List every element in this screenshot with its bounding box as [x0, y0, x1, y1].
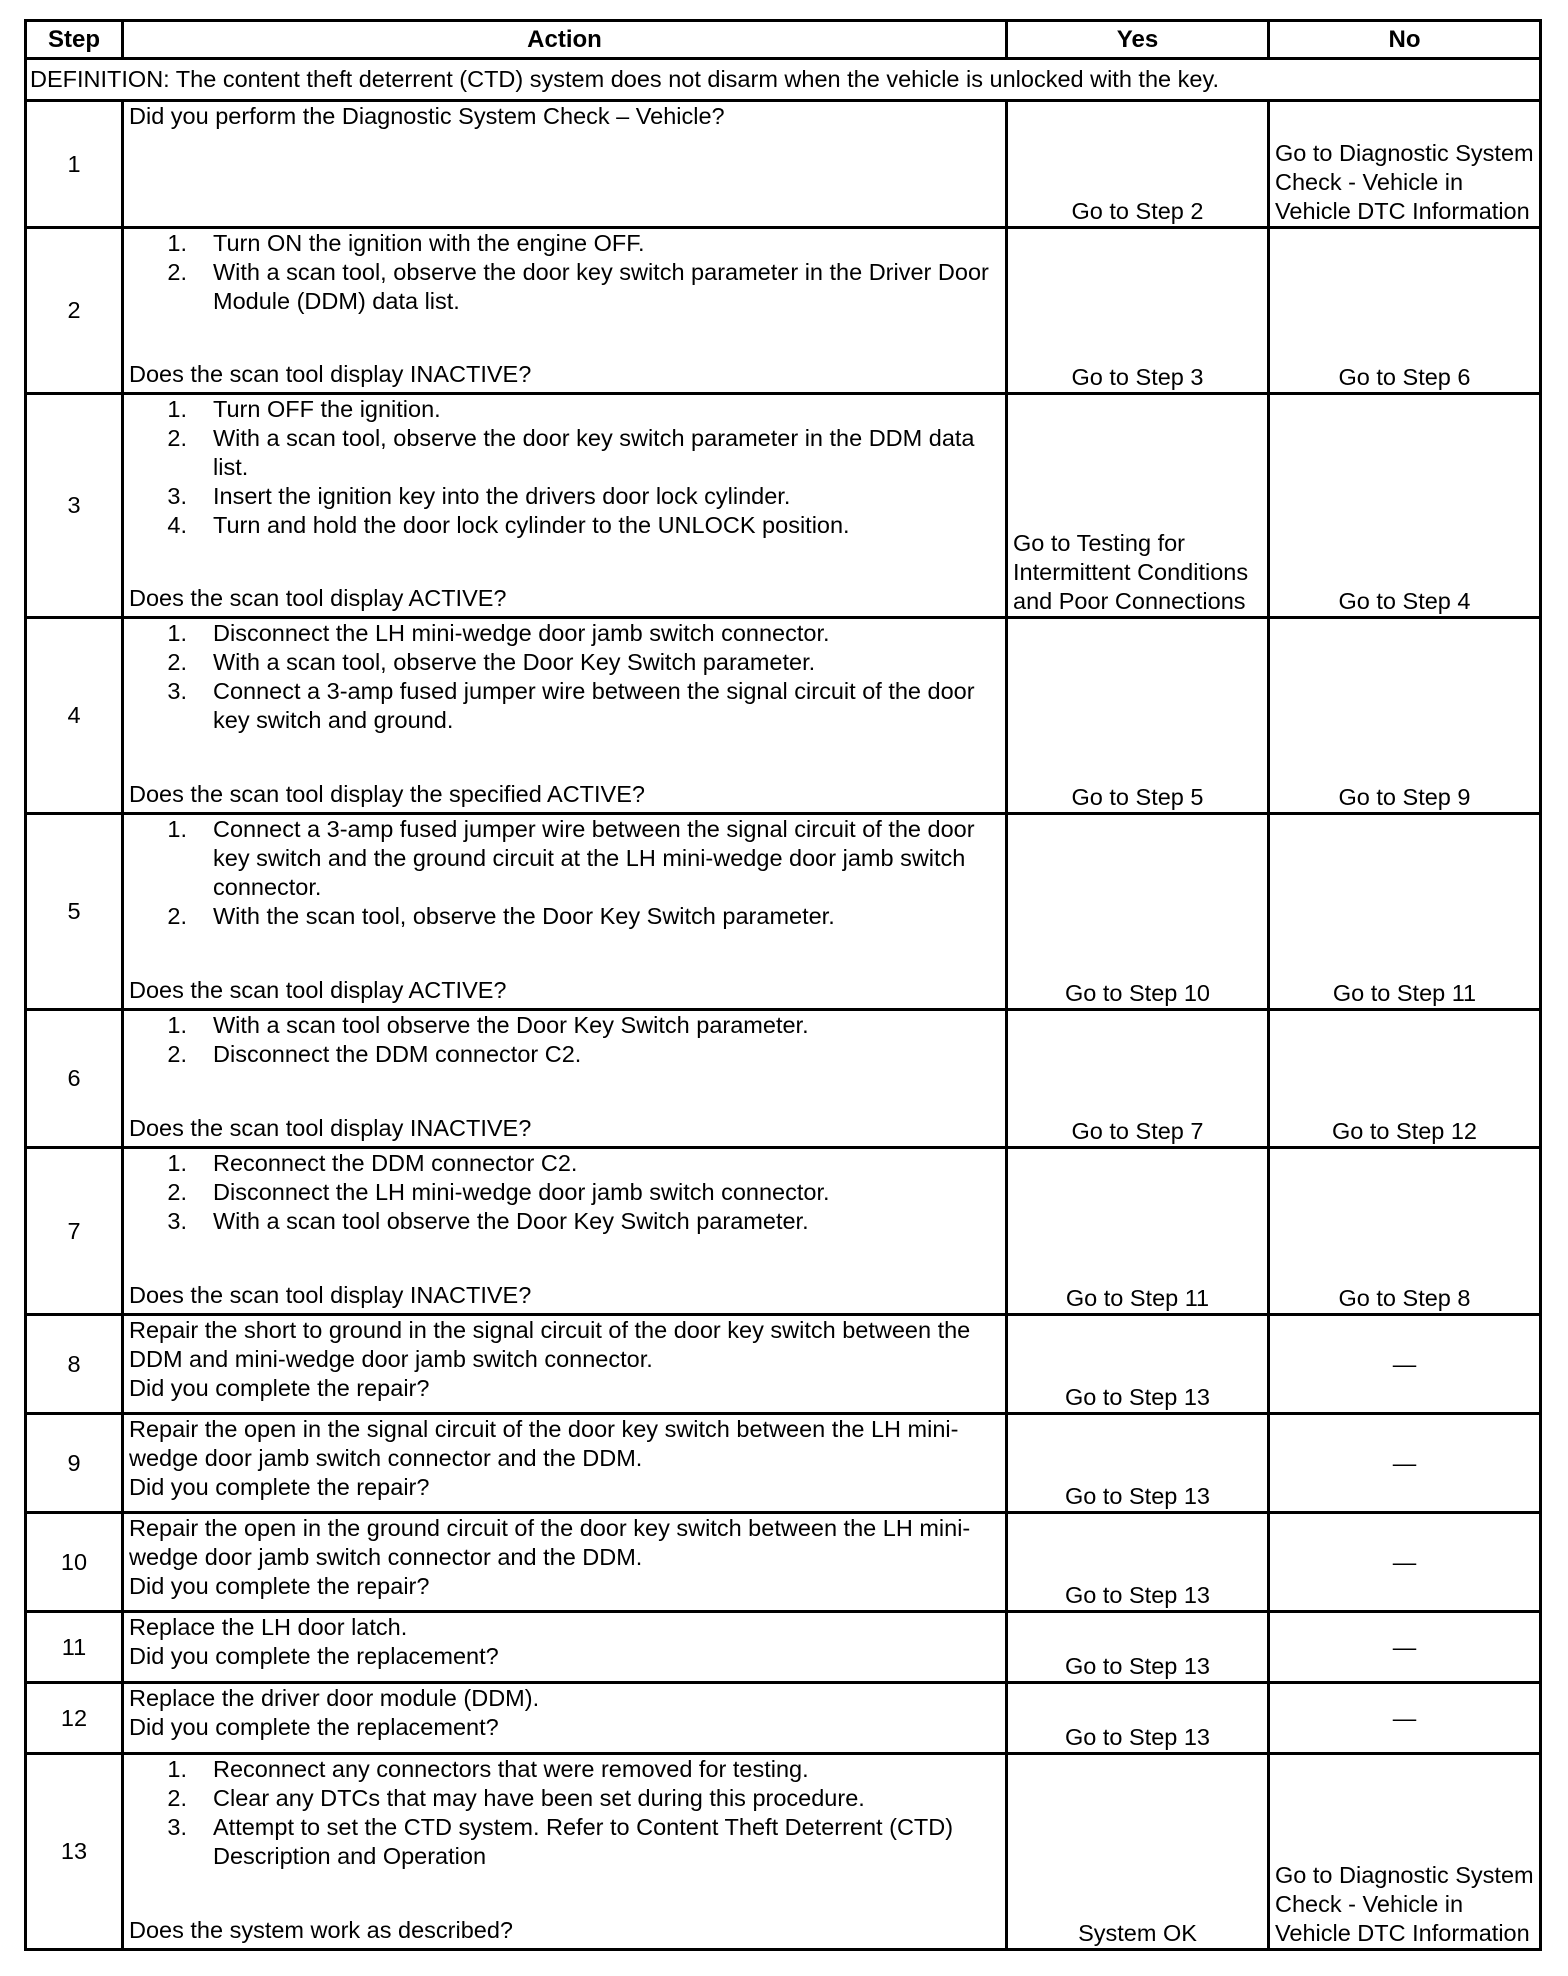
yes-cell — [1007, 228, 1269, 394]
yes-text: Go to Step 13 — [1064, 1582, 1211, 1608]
header-action: Action — [123, 21, 1007, 59]
action-question: Did you complete the repair? — [129, 1474, 430, 1500]
no-cell — [1269, 228, 1541, 394]
table-row — [26, 228, 1541, 394]
action-cell — [123, 1010, 1007, 1148]
yes-text: Go to Step 7 — [1071, 1118, 1204, 1144]
diagnostic-table — [24, 19, 1542, 1951]
no-text: — — [1392, 1704, 1417, 1731]
action-question: Does the scan tool display the specified ACTIVE? — [129, 781, 645, 807]
action-text: Repair the open in the signal circuit of the door key switch between the LH mini-wedge door jamb switch connector and the DDM. — [129, 1416, 959, 1471]
list-item-number: 4. — [167, 512, 187, 538]
action-cell — [123, 1612, 1007, 1683]
list-item — [129, 1149, 1000, 1178]
list-item — [129, 258, 1000, 316]
step-number: 4 — [26, 618, 123, 814]
table-row — [26, 394, 1541, 618]
yes-cell — [1007, 1315, 1269, 1414]
list-item — [129, 815, 1000, 902]
list-item-text: Turn ON the ignition with the engine OFF. — [213, 230, 645, 256]
list-item-text: With a scan tool, observe the door key switch parameter in the Driver Door Module (DDM) data list. — [213, 259, 989, 314]
list-item-number: 3. — [167, 678, 187, 704]
yes-cell — [1007, 101, 1269, 228]
definition-row — [26, 59, 1541, 101]
list-item-text: Connect a 3-amp fused jumper wire between the signal circuit of the door key switch and ground. — [213, 678, 975, 733]
no-text: Go to Step 8 — [1338, 1285, 1471, 1311]
table-row — [26, 1754, 1541, 1950]
list-item-number: 1. — [167, 1150, 187, 1176]
yes-cell — [1007, 1010, 1269, 1148]
yes-cell — [1007, 1148, 1269, 1315]
action-question: Did you complete the repair? — [129, 1573, 430, 1599]
no-text: — — [1392, 1449, 1417, 1476]
step-number: 10 — [26, 1513, 123, 1612]
list-item-text: Turn OFF the ignition. — [213, 396, 441, 422]
table-row — [26, 1414, 1541, 1513]
no-text: — — [1392, 1548, 1417, 1575]
no-text: Go to Diagnostic System Check - Vehicle in Vehicle DTC Information — [1275, 1862, 1534, 1946]
no-cell — [1269, 1612, 1541, 1683]
action-list — [129, 619, 1000, 735]
list-item-number: 1. — [167, 620, 187, 646]
list-item — [129, 1784, 1000, 1813]
no-text: Go to Step 4 — [1338, 588, 1471, 614]
step-number: 3 — [26, 394, 123, 618]
yes-text: Go to Step 5 — [1071, 784, 1204, 810]
action-question: Does the scan tool display ACTIVE? — [129, 977, 507, 1003]
list-item-number: 3. — [167, 483, 187, 509]
list-item-text: Disconnect the DDM connector C2. — [213, 1041, 582, 1067]
step-number: 11 — [26, 1612, 123, 1683]
step-number: 12 — [26, 1683, 123, 1754]
list-item-text: With a scan tool, observe the Door Key Switch parameter. — [213, 649, 816, 675]
list-item-number: 2. — [167, 1179, 187, 1205]
list-item — [129, 229, 1000, 258]
yes-text: Go to Step 10 — [1064, 980, 1211, 1006]
action-question: Does the scan tool display INACTIVE? — [129, 1282, 532, 1308]
table-row — [26, 101, 1541, 228]
action-text: Replace the LH door latch. — [129, 1614, 408, 1640]
header-step: Step — [26, 21, 123, 59]
list-item-text: Insert the ignition key into the drivers door lock cylinder. — [213, 483, 791, 509]
action-question: Did you complete the replacement? — [129, 1643, 499, 1669]
action-cell — [123, 1315, 1007, 1414]
definition-text: DEFINITION: The content theft deterrent (CTD) system does not disarm when the vehicle is unlocked with the key. — [26, 59, 1541, 101]
no-cell — [1269, 1315, 1541, 1414]
list-item — [129, 1011, 1000, 1040]
list-item-number: 2. — [167, 649, 187, 675]
yes-cell — [1007, 1513, 1269, 1612]
yes-cell — [1007, 1754, 1269, 1950]
step-number: 6 — [26, 1010, 123, 1148]
action-question: Does the system work as described? — [129, 1917, 513, 1943]
table-row — [26, 1148, 1541, 1315]
no-text: Go to Step 11 — [1332, 980, 1477, 1006]
step-number: 7 — [26, 1148, 123, 1315]
list-item — [129, 1178, 1000, 1207]
list-item-text: Connect a 3-amp fused jumper wire between the signal circuit of the door key switch and the ground circuit at the LH mini-wedge door jamb switch connector. — [213, 816, 975, 900]
action-list — [129, 395, 1000, 540]
list-item — [129, 424, 1000, 482]
no-text: Go to Step 9 — [1338, 784, 1471, 810]
no-text: Go to Step 12 — [1331, 1118, 1478, 1144]
yes-cell — [1007, 618, 1269, 814]
yes-text: System OK — [1078, 1920, 1197, 1946]
list-item-text: With a scan tool observe the Door Key Switch parameter. — [213, 1208, 809, 1234]
action-cell — [123, 1148, 1007, 1315]
yes-text: Go to Step 13 — [1064, 1384, 1211, 1410]
list-item-text: Disconnect the LH mini-wedge door jamb switch connector. — [213, 620, 830, 646]
header-no: No — [1269, 21, 1541, 59]
list-item-text: Reconnect any connectors that were removed for testing. — [213, 1756, 809, 1782]
list-item-text: Reconnect the DDM connector C2. — [213, 1150, 578, 1176]
list-item-text: Attempt to set the CTD system. Refer to Content Theft Deterrent (CTD) Description and Operation — [213, 1814, 954, 1869]
action-question: Does the scan tool display INACTIVE? — [129, 1115, 532, 1141]
action-text: Did you perform the Diagnostic System Check – Vehicle? — [129, 103, 725, 129]
list-item — [129, 619, 1000, 648]
list-item — [129, 395, 1000, 424]
list-item-number: 2. — [167, 903, 187, 929]
yes-cell — [1007, 1612, 1269, 1683]
yes-text: Go to Step 11 — [1065, 1285, 1210, 1311]
action-question: Did you complete the repair? — [129, 1375, 430, 1401]
list-item — [129, 511, 1000, 540]
action-list — [129, 1149, 1000, 1236]
no-cell — [1269, 1148, 1541, 1315]
action-cell — [123, 1414, 1007, 1513]
action-list — [129, 815, 1000, 931]
list-item-text: With a scan tool, observe the door key switch parameter in the DDM data list. — [213, 425, 975, 480]
list-item-number: 1. — [167, 1756, 187, 1782]
list-item-text: Clear any DTCs that may have been set during this procedure. — [213, 1785, 865, 1811]
yes-text: Go to Step 13 — [1064, 1483, 1211, 1509]
action-text: Replace the driver door module (DDM). — [129, 1685, 540, 1711]
list-item-number: 1. — [167, 816, 187, 842]
table-row — [26, 1612, 1541, 1683]
table-row — [26, 814, 1541, 1010]
table-row — [26, 618, 1541, 814]
no-cell — [1269, 101, 1541, 228]
list-item — [129, 902, 1000, 931]
action-list — [129, 1755, 1000, 1871]
list-item-text: Turn and hold the door lock cylinder to the UNLOCK position. — [213, 512, 850, 538]
step-number: 9 — [26, 1414, 123, 1513]
header-row — [26, 21, 1541, 59]
no-text: — — [1392, 1350, 1417, 1377]
list-item-number: 1. — [167, 230, 187, 256]
table-row — [26, 1010, 1541, 1148]
step-number: 1 — [26, 101, 123, 228]
list-item-text: With the scan tool, observe the Door Key Switch parameter. — [213, 903, 835, 929]
list-item-number: 2. — [167, 1785, 187, 1811]
list-item — [129, 482, 1000, 511]
action-cell — [123, 1754, 1007, 1950]
yes-cell — [1007, 814, 1269, 1010]
list-item-number: 3. — [167, 1208, 187, 1234]
action-list — [129, 229, 1000, 316]
action-cell — [123, 618, 1007, 814]
action-cell — [123, 1513, 1007, 1612]
list-item-number: 2. — [167, 259, 187, 285]
no-text: — — [1392, 1633, 1417, 1660]
step-number: 8 — [26, 1315, 123, 1414]
yes-text: Go to Step 13 — [1064, 1653, 1211, 1679]
no-cell — [1269, 814, 1541, 1010]
yes-cell — [1007, 1683, 1269, 1754]
action-text: Repair the open in the ground circuit of the door key switch between the LH mini-wedge door jamb switch connector and the DDM. — [129, 1515, 971, 1570]
table-row — [26, 1683, 1541, 1754]
table-row — [26, 1315, 1541, 1414]
table-row — [26, 1513, 1541, 1612]
no-cell — [1269, 1683, 1541, 1754]
list-item-text: Disconnect the LH mini-wedge door jamb switch connector. — [213, 1179, 830, 1205]
list-item — [129, 1207, 1000, 1236]
list-item — [129, 1755, 1000, 1784]
action-cell — [123, 394, 1007, 618]
list-item-number: 3. — [167, 1814, 187, 1840]
action-list — [129, 1011, 1000, 1069]
step-number: 5 — [26, 814, 123, 1010]
step-number: 13 — [26, 1754, 123, 1950]
action-cell — [123, 814, 1007, 1010]
list-item-number: 1. — [167, 396, 187, 422]
header-yes: Yes — [1007, 21, 1269, 59]
step-number: 2 — [26, 228, 123, 394]
action-question: Does the scan tool display INACTIVE? — [129, 361, 532, 387]
no-cell — [1269, 1754, 1541, 1950]
no-cell — [1269, 618, 1541, 814]
list-item — [129, 1040, 1000, 1069]
action-cell — [123, 101, 1007, 228]
list-item-number: 2. — [167, 1041, 187, 1067]
no-cell — [1269, 1414, 1541, 1513]
list-item — [129, 648, 1000, 677]
action-question: Did you complete the replacement? — [129, 1714, 499, 1740]
no-cell — [1269, 1513, 1541, 1612]
list-item-number: 1. — [167, 1012, 187, 1038]
list-item — [129, 1813, 1000, 1871]
yes-text: Go to Step 13 — [1064, 1724, 1211, 1750]
list-item — [129, 677, 1000, 735]
yes-cell — [1007, 1414, 1269, 1513]
action-text: Repair the short to ground in the signal circuit of the door key switch between the DDM and mini-wedge door jamb switch connector. — [129, 1317, 971, 1372]
action-question: Does the scan tool display ACTIVE? — [129, 585, 507, 611]
no-text: Go to Diagnostic System Check - Vehicle in Vehicle DTC Information — [1275, 140, 1534, 224]
action-cell — [123, 228, 1007, 394]
no-cell — [1269, 394, 1541, 618]
yes-text: Go to Step 2 — [1071, 198, 1204, 224]
no-text: Go to Step 6 — [1338, 364, 1471, 390]
yes-text: Go to Step 3 — [1071, 364, 1204, 390]
list-item-text: With a scan tool observe the Door Key Switch parameter. — [213, 1012, 809, 1038]
yes-text: Go to Testing for Intermittent Conditions and Poor Connections — [1013, 530, 1249, 614]
yes-cell — [1007, 394, 1269, 618]
action-cell — [123, 1683, 1007, 1754]
no-cell — [1269, 1010, 1541, 1148]
list-item-number: 2. — [167, 425, 187, 451]
